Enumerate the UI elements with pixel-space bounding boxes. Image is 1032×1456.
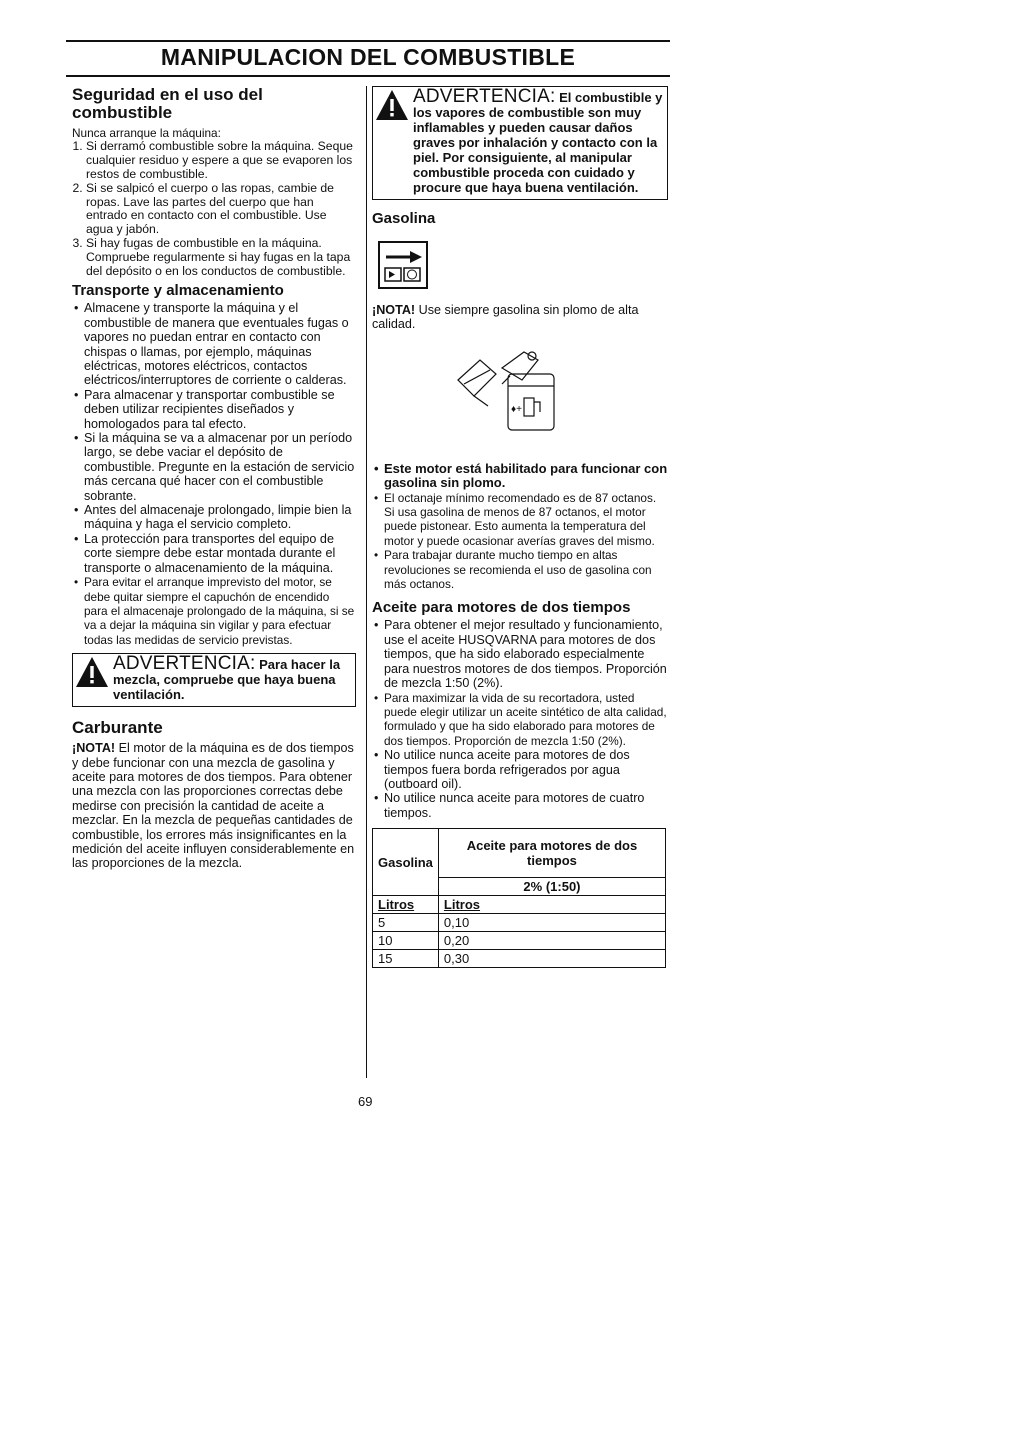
warning-triangle-icon — [75, 656, 109, 688]
transport-list — [72, 301, 356, 647]
table-row — [373, 932, 666, 950]
table-header-oil: Aceite para motores de dos tiempos — [438, 829, 665, 878]
warning-title: ADVERTENCIA: — [113, 653, 256, 675]
gasolina-heading: Gasolina — [372, 210, 436, 227]
fuel-warning-text — [413, 86, 663, 195]
fuel-warning-box — [372, 86, 668, 200]
list-item: • No utilice nunca aceite para motores de cuatro tiempos. — [384, 791, 668, 820]
list-item: • Para maximizar la vida de su recortadora, usted puede elegir utilizar un aceite sintético de alta calidad, formulado y que ha sido elaborado para motores de dos tiempos. Proporción de mezcla 1:50 (2%). — [384, 691, 668, 749]
warning-title: ADVERTENCIA: — [413, 86, 556, 107]
right-column — [372, 86, 668, 968]
carburante-heading: Carburante — [72, 718, 163, 738]
table-ratio: 2% (1:50) — [438, 878, 665, 896]
list-item: 1. Si derramó combustible sobre la máquina. Seque cualquier residuo y espere a que se evaporen los restos de combustible. — [86, 140, 356, 181]
table-unit: Litros — [438, 896, 665, 914]
list-item: • Para almacenar y transportar combustible se deben utilizar recipientes diseñados y homologados para tal efecto. — [84, 388, 356, 431]
fuel-can-pouring-icon — [372, 340, 668, 450]
table-row — [373, 829, 666, 878]
table-cell: 5 — [373, 914, 439, 932]
warning-body: El combustible y los vapores de combustible son muy inflamables y pueden causar daños graves por inhalación y contacto con la piel. Por consiguiente, al manipular combustible proceda con cuidado y procure que haya buena ventilación. — [413, 90, 663, 195]
list-item: • Este motor está habilitado para funcionar con gasolina sin plomo. — [384, 462, 668, 491]
mixing-warning-box — [72, 653, 356, 707]
gasolina-note-text: Use siempre gasolina sin plomo de alta calidad. — [372, 303, 639, 332]
gasolina-note — [372, 303, 668, 332]
mixing-warning-text — [113, 653, 351, 703]
list-item: 2. Si se salpicó el cuerpo o las ropas, cambie de ropas. Lave las partes del cuerpo que han entrado en contacto con el combustible. Use agua y jabón. — [86, 182, 356, 237]
table-cell: 0,10 — [438, 914, 665, 932]
mix-ratio-table — [372, 828, 666, 968]
svg-text:♦+: ♦+ — [511, 403, 522, 415]
column-divider — [366, 86, 367, 1078]
fuel-pump-icon — [378, 241, 428, 289]
table-header-gasolina: Gasolina — [373, 829, 439, 896]
table-row — [373, 896, 666, 914]
list-item: • Para trabajar durante mucho tiempo en altas revoluciones se recomienda el uso de gasolina con más octanos. — [384, 548, 668, 591]
title-underline — [66, 75, 670, 77]
top-rule — [66, 40, 670, 42]
table-unit: Litros — [373, 896, 439, 914]
oil-list — [372, 618, 668, 820]
gasolina-list — [372, 462, 668, 592]
safety-intro: Nunca arranque la máquina: — [72, 126, 221, 140]
list-item: • Para evitar el arranque imprevisto del motor, se debe quitar siempre el capuchón de encendido para el almacenaje prolongado de la máquina, si se va a dejar la máquina sin vigilar y para efectuar todas las medidas de servicio previstas. — [84, 575, 356, 647]
page-number: 69 — [358, 1094, 373, 1109]
warning-body: Para hacer la mezcla, compruebe que haya buena ventilación. — [113, 657, 341, 703]
table-cell: 15 — [373, 950, 439, 968]
list-item: • Para obtener el mejor resultado y funcionamiento, use el aceite HUSQVARNA para motores de dos tiempos, que ha sido elaborado especialmente para nuestros motores de dos tiempos. Proporción de mezcla 1:50 (2%). — [384, 618, 668, 690]
note-label: ¡NOTA! — [372, 303, 416, 317]
table-cell: 0,20 — [438, 932, 665, 950]
table-row — [373, 950, 666, 968]
transport-heading: Transporte y almacenamiento — [72, 282, 284, 300]
note-label: ¡NOTA! — [72, 741, 116, 756]
list-item: • No utilice nunca aceite para motores de dos tiempos fuera borda refrigerados por agua (outboard oil). — [384, 748, 668, 791]
list-item: • Si la máquina se va a almacenar por un período largo, se debe vaciar el depósito de combustible. Pregunte en la estación de servicio más cercana qué hacer con el combustible sobrante. — [84, 431, 356, 503]
carburante-body: El motor de la máquina es de dos tiempos y debe funcionar con una mezcla de gasolina y aceite para motores de dos tiempos. Para obtener una mezcla con las proporciones correctas debe medirse con precisión la cantidad de aceite a mezclar. En la mezcla de pequeñas cantidades de combustible, los errores más insignificantes en la medición del aceite influyen considerablemente en las proporciones de la mezcla. — [72, 741, 355, 871]
list-item: • La protección para transportes del equipo de corte siempre debe estar montada durante el transporte o almacenamiento de la máquina. — [84, 532, 356, 575]
oil-heading: Aceite para motores de dos tiempos — [372, 599, 631, 617]
page-title: MANIPULACION DEL COMBUSTIBLE — [160, 44, 576, 70]
list-item: • Antes del almacenaje prolongado, limpie bien la máquina y haga el servicio completo. — [84, 503, 356, 532]
table-cell: 10 — [373, 932, 439, 950]
carburante-text — [72, 741, 356, 871]
list-item: • El octanaje mínimo recomendado es de 87 octanos. Si usa gasolina de menos de 87 octanos, el motor puede pistonear. Esto aumenta la temperatura del motor y puede ocasionar averías graves del mismo. — [384, 491, 668, 549]
table-row — [373, 914, 666, 932]
safety-heading: Seguridad en el uso del combustible — [72, 85, 263, 122]
list-item: • Almacene y transporte la máquina y el combustible de manera que eventuales fugas o vapores no puedan entrar en contacto con chispas o llamas, por ejemplo, máquinas eléctricas, motores eléctricos, contactos eléctricos/interruptores de corriente o calderas. — [84, 301, 356, 387]
warning-triangle-icon — [375, 89, 409, 121]
safety-list — [72, 140, 356, 278]
list-item: 3. Si hay fugas de combustible en la máquina. Compruebe regularmente si hay fugas en la tapa del depósito o en los conductos de combustible. — [86, 237, 356, 278]
left-column — [72, 86, 356, 871]
table-cell: 0,30 — [438, 950, 665, 968]
